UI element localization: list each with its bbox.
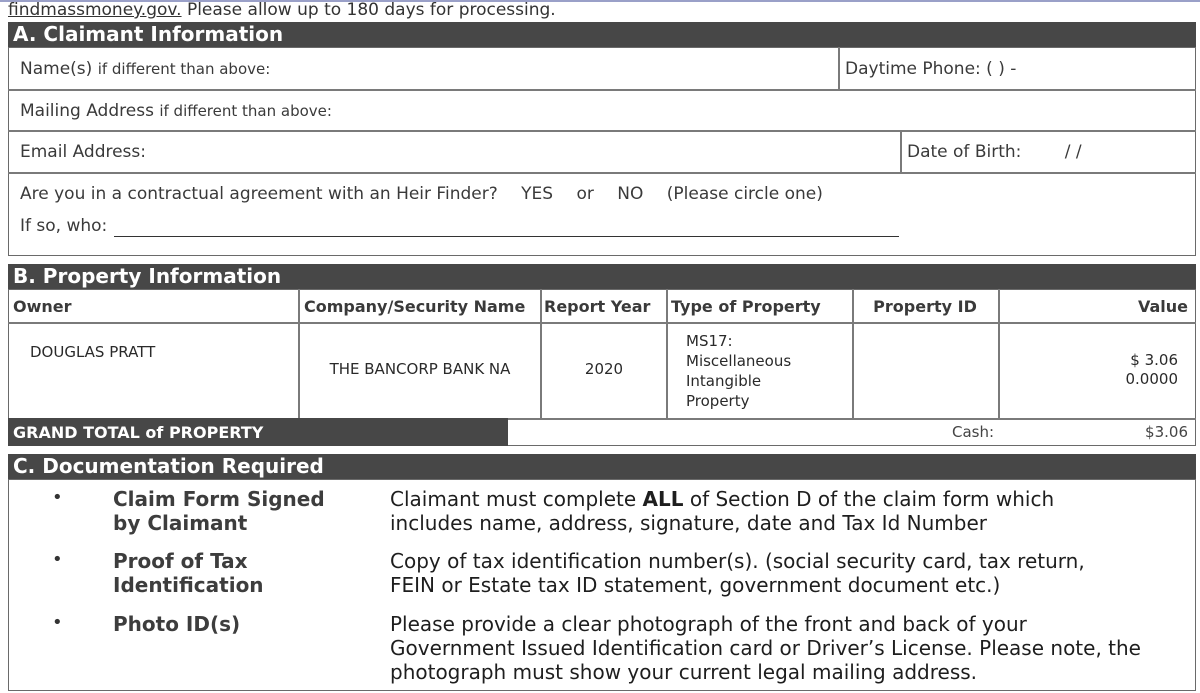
heir-yes-option[interactable]: YES: [521, 184, 554, 204]
doc-item-desc-photo-id: Please provide a clear photograph of the front and back of your Government Issued Identification card or Driver’s License. Please note, the photograph must show your current legal mailing address.: [390, 612, 1141, 684]
column-header-report-year: Report Year: [544, 297, 651, 316]
column-header-owner: Owner: [13, 297, 72, 316]
section-b-header: B. Property Information: [8, 264, 1196, 289]
column-header-value: Value: [1137, 297, 1188, 316]
divider: [298, 289, 300, 418]
heir-no-option[interactable]: NO: [617, 184, 644, 204]
section-c-header: C. Documentation Required: [8, 454, 1196, 479]
divider: [8, 322, 1196, 324]
type-of-property-cell: MS17: Miscellaneous Intangible Property: [686, 332, 792, 410]
heir-finder-question: Are you in a contractual agreement with an Heir Finder? YES or NO (Please circle one): [20, 184, 823, 204]
doc-item-title-photo-id: Photo ID(s): [113, 612, 241, 636]
doc-item-title-claim-form: Claim Form Signed by Claimant: [113, 487, 325, 535]
heir-finder-who-label: If so, who:: [20, 216, 108, 236]
doc-item-desc-tax-id: Copy of tax identification number(s). (social security card, tax return, FEIN or Estate tax ID statement, government document etc.): [390, 549, 1085, 597]
divider: [8, 172, 1196, 174]
doc-item-title-tax-id: Proof of Tax Identification: [113, 549, 264, 597]
divider: [540, 289, 542, 418]
owner-cell: DOUGLAS PRATT: [30, 343, 156, 361]
column-header-company: Company/Security Name: [304, 297, 526, 316]
report-year-cell: 2020: [584, 360, 624, 378]
divider: [8, 130, 1196, 132]
column-header-property-id: Property ID: [873, 297, 977, 316]
company-cell: THE BANCORP BANK NA: [329, 360, 511, 378]
daytime-phone-field[interactable]: Daytime Phone: ( ) -: [845, 59, 1017, 79]
column-header-type: Type of Property: [671, 297, 821, 316]
divider: [900, 130, 902, 172]
bullet: •: [52, 487, 63, 508]
processing-note: findmassmoney.gov. Please allow up to 180 days for processing.: [8, 0, 556, 20]
bullet: •: [52, 549, 63, 570]
heir-finder-who-line[interactable]: [114, 236, 899, 237]
doc-item-desc-claim-form: Claimant must complete ALL of Section D of the claim form which includes name, address, signature, date and Tax Id Number: [390, 487, 1055, 535]
mailing-address-field[interactable]: Mailing Address if different than above:: [20, 101, 332, 121]
name-field-label[interactable]: Name(s) if different than above:: [20, 59, 271, 79]
value-cell: $ 3.06 0.0000: [1125, 351, 1178, 388]
date-of-birth-field[interactable]: Date of Birth: / /: [907, 142, 1082, 162]
findmassmoney-link[interactable]: findmassmoney.gov.: [8, 0, 182, 20]
cash-label: Cash:: [952, 423, 995, 441]
divider: [666, 289, 668, 418]
divider: [838, 47, 840, 89]
bullet: •: [52, 612, 63, 633]
divider: [508, 418, 1196, 420]
cash-total-value: $3.06: [1145, 423, 1188, 441]
email-field[interactable]: Email Address:: [20, 142, 146, 162]
section-a-header: A. Claimant Information: [8, 22, 1196, 47]
grand-total-label-bar: GRAND TOTAL of PROPERTY: [8, 418, 508, 446]
divider: [8, 89, 1196, 91]
